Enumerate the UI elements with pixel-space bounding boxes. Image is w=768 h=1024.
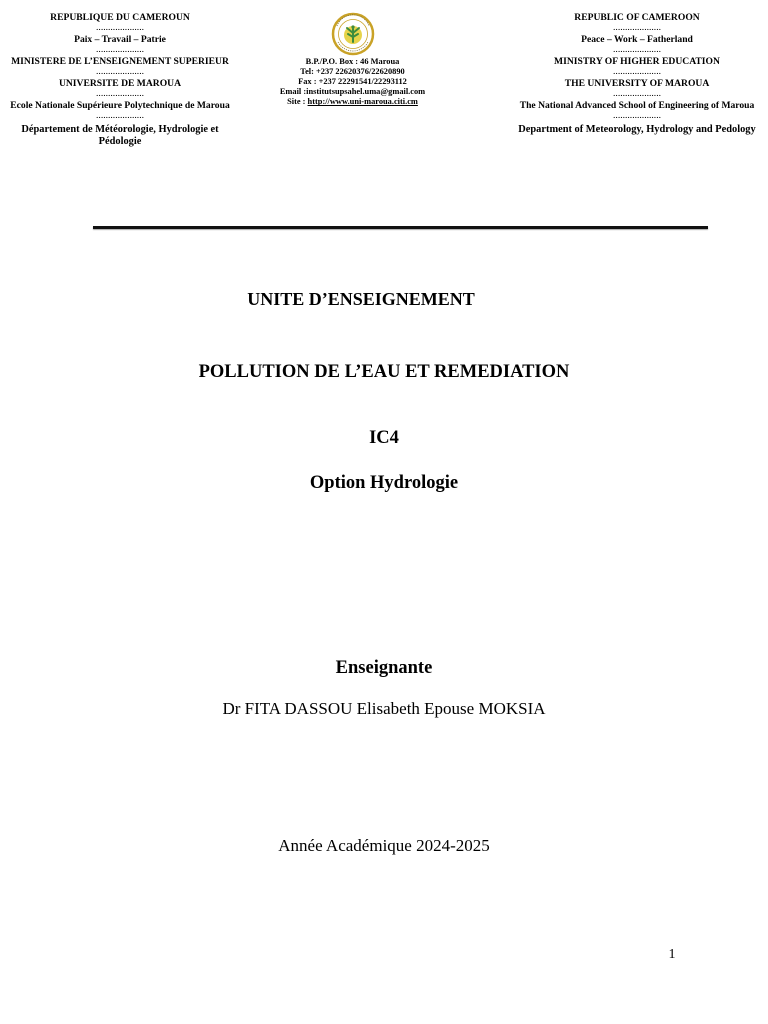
option-label: Option Hydrologie bbox=[309, 473, 459, 493]
teacher-label: Enseignante bbox=[335, 658, 433, 678]
university-en: THE UNIVERSITY OF MAROUA bbox=[564, 77, 710, 89]
department-en: Department of Meteorology, Hydrology and Pedology bbox=[518, 123, 756, 135]
department-fr: Département de Météorologie, Hydrologie et Pédologie bbox=[21, 123, 219, 147]
country-fr: REPUBLIQUE DU CAMEROUN bbox=[50, 12, 190, 23]
course-title: POLLUTION DE L’EAU ET REMEDIATION bbox=[198, 362, 570, 382]
motto-fr: Paix – Travail – Patrie bbox=[74, 33, 166, 45]
school-en: The National Advanced School of Engineering of Maroua bbox=[519, 99, 755, 111]
separator-dots: .................... bbox=[613, 21, 661, 33]
university-fr: UNIVERSITE DE MAROUA bbox=[58, 77, 182, 89]
university-seal-icon bbox=[331, 12, 375, 56]
country-en: REPUBLIC OF CAMEROON bbox=[574, 12, 700, 23]
telephone: Tel: +237 22620376/22620890 bbox=[300, 67, 405, 77]
academic-year: Année Académique 2024-2025 bbox=[278, 836, 490, 855]
separator-dots: .................... bbox=[613, 43, 661, 55]
separator-dots: .................... bbox=[96, 109, 144, 121]
separator-dots: .................... bbox=[613, 65, 661, 77]
header-divider bbox=[93, 226, 708, 229]
separator-dots: .................... bbox=[613, 87, 661, 99]
left-header bbox=[0, 12, 240, 148]
ministry-en: MINISTRY OF HIGHER EDUCATION bbox=[554, 55, 720, 67]
ministry-fr: MINISTERE DE L’ENSEIGNEMENT SUPERIEUR bbox=[11, 55, 229, 67]
separator-dots: .................... bbox=[96, 87, 144, 99]
level-label: IC4 bbox=[369, 428, 399, 448]
separator-dots: .................... bbox=[96, 43, 144, 55]
fax: Fax : +237 22291541/22293112 bbox=[298, 77, 407, 87]
separator-dots: .................... bbox=[613, 109, 661, 121]
separator-dots: .................... bbox=[96, 21, 144, 33]
unit-heading: UNITE D’ENSEIGNEMENT bbox=[247, 289, 475, 309]
website bbox=[270, 97, 435, 107]
teacher-name: Dr FITA DASSOU Elisabeth Epouse MOKSIA bbox=[222, 699, 546, 718]
motto-en: Peace – Work – Fatherland bbox=[581, 33, 693, 45]
right-header bbox=[508, 12, 766, 136]
separator-dots: .................... bbox=[96, 65, 144, 77]
center-header bbox=[270, 12, 435, 107]
school-fr: Ecole Nationale Supérieure Polytechnique de Maroua bbox=[10, 99, 230, 111]
website-label: Site : bbox=[287, 97, 308, 107]
po-box: B.P./P.O. Box : 46 Maroua bbox=[305, 57, 400, 66]
website-link[interactable]: http://www.uni-maroua.citi.cm bbox=[307, 97, 418, 107]
page-number: 1 bbox=[668, 947, 676, 962]
email: Email :institutsupsahel.uma@gmail.com bbox=[279, 87, 426, 97]
